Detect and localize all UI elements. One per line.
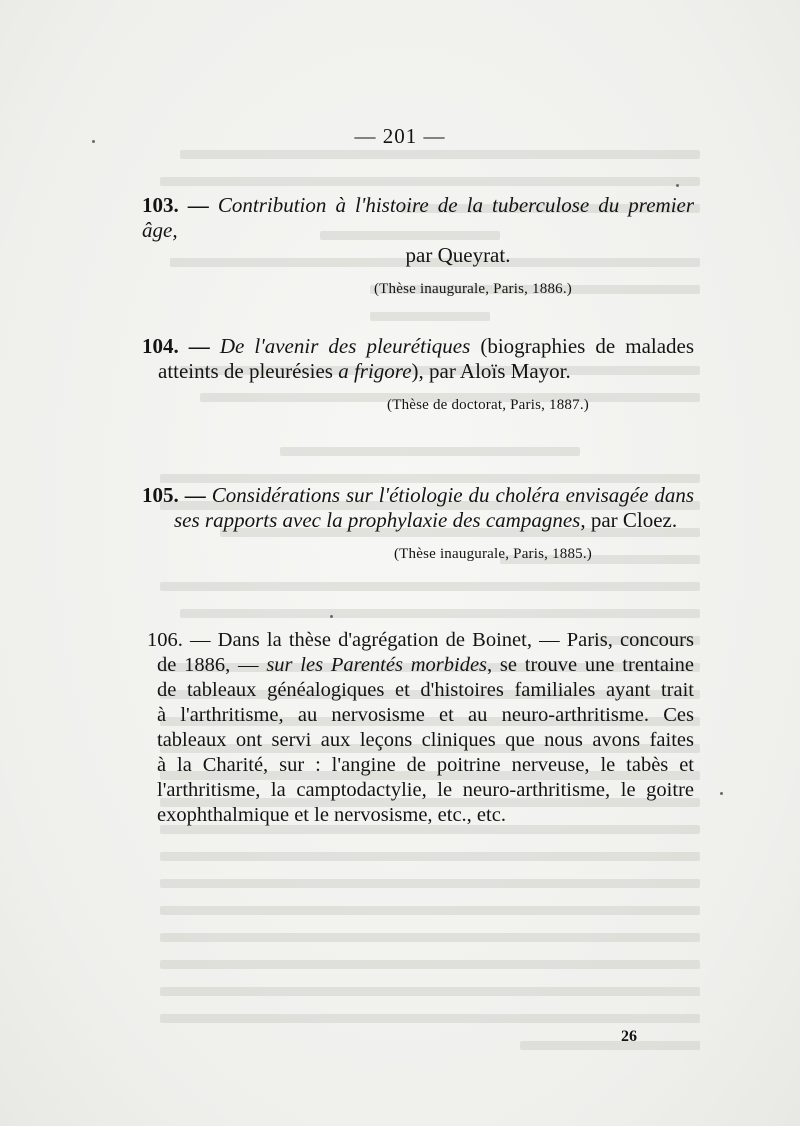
entry-104-number: 104. —: [142, 334, 210, 358]
entry-104-note: (Thèse de doctorat, Paris, 1887.): [387, 397, 589, 413]
entry-106-line-7: l'arthritisme, la camptodactylie, le neuro-arthritisme, le goitre: [157, 779, 694, 801]
entry-105-line-1: [142, 483, 694, 508]
entry-106-line-2-start: de 1886, —: [157, 654, 259, 676]
entry-104-title: De l'avenir des pleurétiques: [219, 334, 471, 358]
speck: [330, 615, 333, 618]
speck: [720, 792, 723, 795]
entry-104-line-2-italic: a frigore: [338, 359, 412, 383]
entry-103-number: 103. —: [142, 193, 209, 217]
entry-104-line-2-end: ), par Aloïs Mayor.: [411, 359, 571, 383]
entry-105-line-2: [142, 508, 694, 533]
speck: [676, 184, 679, 187]
page-number: — 201 —: [354, 124, 446, 148]
entry-106-line-1: 106. — Dans la thèse d'agrégation de Boinet, — Paris, concours: [147, 629, 694, 651]
entry-103-author: par Queyrat.: [405, 243, 511, 267]
entry-104: [142, 334, 694, 418]
entry-103-note: (Thèse inaugurale, Paris, 1886.): [373, 281, 572, 297]
entry-106-line-3: de tableaux généalogiques et d'histoires familiales ayant trait: [157, 679, 694, 701]
entry-105-note: (Thèse inaugurale, Paris, 1885.): [393, 546, 592, 562]
entry-106-line-2-italic: sur les Parentés morbides: [266, 654, 488, 676]
entry-106-line-2: [142, 653, 694, 678]
entry-104-line-2: [142, 359, 694, 384]
entry-103-line-1: [142, 193, 694, 243]
entry-104-line-1-rest: (biographies de malades: [480, 334, 695, 358]
speck: [92, 140, 95, 143]
entry-105-line-2-end: , par Cloez.: [580, 508, 678, 532]
entry-104-line-1: [142, 334, 694, 359]
entry-106: [142, 628, 694, 828]
entry-106-line-4: à l'arthritisme, au nervosisme et au neuro-arthritisme. Ces: [157, 704, 694, 726]
entry-106-line-6: à la Charité, sur : l'angine de poitrine nerveuse, le tabès et: [157, 754, 694, 776]
entry-106-line-8: exophthalmique et le nervosisme, etc., etc.: [157, 804, 506, 826]
entry-105-line-2-italic: ses rapports avec la prophylaxie des campagnes: [174, 508, 581, 532]
entry-103-title: Contribution à l'histoire de la tuberculose du premier âge,: [142, 193, 695, 242]
entry-104-line-2-start: atteints de pleurésies: [158, 359, 333, 383]
entry-103: [142, 193, 694, 302]
entry-105-title: Considérations sur l'étiologie du choléra envisagée dans: [211, 483, 695, 507]
sheet-number: 26: [621, 1028, 637, 1045]
entry-106-line-5: tableaux ont servi aux leçons cliniques que nous avons faites: [157, 729, 694, 751]
entry-106-line-2-end: , se trouve une trentaine: [487, 654, 695, 676]
entry-105: [142, 483, 694, 567]
entry-105-number: 105. —: [142, 483, 206, 507]
